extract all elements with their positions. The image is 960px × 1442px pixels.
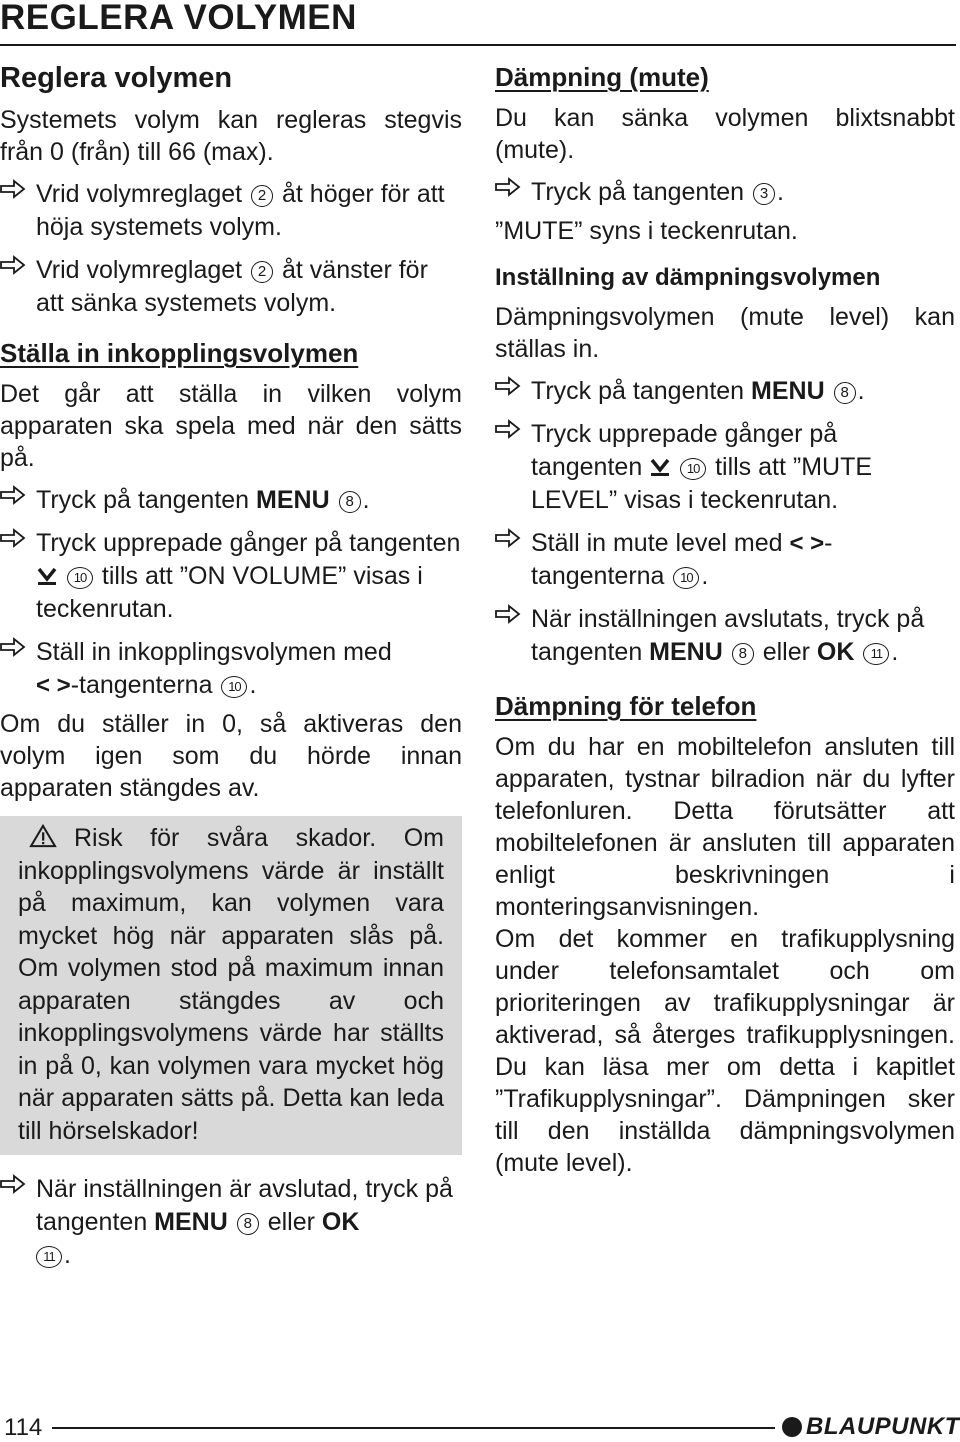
arrow-right-icon xyxy=(0,637,26,657)
control-number: 2 xyxy=(251,185,273,207)
punctuation: . xyxy=(777,178,784,206)
arrow-right-icon xyxy=(495,177,521,197)
instruction-text: Vrid volymreglaget xyxy=(36,256,243,284)
warning-text: Risk för svåra skador. Om inkopplingsvolymens värde är inställt på maximum, kan volymen vara mycket hög när apparaten slås på. Om volymen stod på maximum innan apparaten stängdes av och inkopplingsvolymens värde har ställts in på 0, kan volymen vara mycket hög när apparaten sätts på. Detta kan leda till hörselskador! xyxy=(18,824,444,1145)
punctuation: . xyxy=(891,638,899,666)
footer-rule xyxy=(52,1427,775,1429)
arrow-right-icon xyxy=(0,1174,26,1194)
down-key-icon xyxy=(36,566,58,586)
arrow-right-icon xyxy=(0,255,26,275)
instruction-press-down-repeatedly xyxy=(0,527,462,626)
arrow-right-icon xyxy=(495,604,521,624)
instruction-text: eller xyxy=(267,1208,315,1236)
warning-triangle-icon xyxy=(28,824,58,848)
control-number: 8 xyxy=(732,643,754,665)
brand-logo xyxy=(782,1413,960,1441)
control-number: 8 xyxy=(237,1213,259,1235)
instruction-turn-left xyxy=(0,254,462,320)
instruction-text: Tryck upprepade gånger på tangenten xyxy=(531,420,838,481)
intro-text: Systemets volym kan regleras stegvis från 0 (från) till 66 (max). xyxy=(0,106,462,166)
down-key-icon xyxy=(649,457,671,477)
page-header-title: REGLERA VOLYMEN xyxy=(0,0,357,37)
instruction-press-menu xyxy=(495,375,955,408)
instruction-text: När inställningen avslutats, tryck på tangenten xyxy=(531,605,925,666)
warning-paragraph xyxy=(18,822,444,1147)
menu-key-label: MENU xyxy=(256,486,330,514)
heading-phone-mute: Dämpning för telefon xyxy=(495,691,757,721)
instruction-finish-setting xyxy=(0,1173,462,1272)
instruction-text: När inställningen är avslutad, tryck på tangenten xyxy=(36,1175,453,1236)
instruction-text: åt höger för att höja systemets volym. xyxy=(36,180,445,241)
instruction-text: åt vänster för att sänka systemets volym. xyxy=(36,256,428,317)
instruction-text: eller xyxy=(762,638,810,666)
brand-dot-icon xyxy=(782,1417,802,1437)
left-right-keys-icon: < > xyxy=(36,672,71,699)
arrow-right-icon xyxy=(0,485,26,505)
instruction-finish-mute-setting xyxy=(495,603,955,669)
control-number: 10 xyxy=(67,567,93,589)
instruction-text: -tangenterna xyxy=(70,671,213,699)
arrow-right-icon xyxy=(495,376,521,396)
punctuation: . xyxy=(857,377,865,405)
arrow-right-icon xyxy=(0,179,26,199)
phone-mute-paragraph-2: Om det kommer en trafikupplysning under telefonsamtalet och om prioriteringen av trafikupplysningar är aktiverad, så återges trafikupplysningen. Du kan läsa mer om detta i kapitlet ”Trafikupplysningar”. Dämpningen sker till den inställda dämpningsvolymen (mute level). xyxy=(495,925,955,1177)
startup-description: Det går att ställa in vilken volym apparaten ska spela med när den sätts på. xyxy=(0,380,462,472)
control-number: 10 xyxy=(673,567,699,589)
arrow-right-icon xyxy=(495,419,521,439)
menu-key-label: MENU xyxy=(154,1208,228,1236)
phone-mute-paragraph-1: Om du har en mobiltelefon ansluten till apparaten, tystnar bilradion när du lyfter telefonluren. Detta förutsätter att mobiltelefonen är ansluten till apparaten enligt beskrivningen i monteringsanvisningen. xyxy=(495,733,955,921)
instruction-turn-right xyxy=(0,178,462,244)
control-number: 11 xyxy=(36,1246,62,1268)
ok-key-label: OK xyxy=(321,1208,360,1236)
punctuation: . xyxy=(362,486,370,514)
heading-reglera-volymen: Reglera volymen xyxy=(0,62,233,94)
heading-mute-level: Inställning av dämpningsvolymen xyxy=(495,264,881,291)
left-column xyxy=(0,58,462,1272)
punctuation: . xyxy=(701,562,709,590)
instruction-text: Tryck på tangenten xyxy=(531,178,745,206)
control-number: 2 xyxy=(251,261,273,283)
instruction-text: Vrid volymreglaget xyxy=(36,180,243,208)
instruction-text: Tryck på tangenten xyxy=(531,377,745,405)
instruction-set-startup-volume xyxy=(0,636,462,702)
zero-volume-note: Om du ställer in 0, så aktiveras den volym igen som du hörde innan apparaten stängdes av. xyxy=(0,710,462,802)
menu-key-label: MENU xyxy=(751,377,825,405)
punctuation: . xyxy=(64,1241,71,1269)
mute-display-note: ”MUTE” syns i teckenrutan. xyxy=(495,217,798,245)
page-number: 114 xyxy=(4,1414,43,1441)
instruction-text: Tryck på tangenten xyxy=(36,486,250,514)
instruction-text: -tangenterna xyxy=(531,529,833,590)
menu-key-label: MENU xyxy=(649,638,723,666)
control-number: 8 xyxy=(834,382,856,404)
control-number: 10 xyxy=(221,676,247,698)
instruction-press-mute xyxy=(495,176,955,209)
mute-level-description: Dämpningsvolymen (mute level) kan ställas in. xyxy=(495,303,955,363)
instruction-set-mute-level xyxy=(495,527,955,593)
mute-description: Du kan sänka volymen blixtsnabbt (mute). xyxy=(495,104,955,164)
instruction-text: Ställ in inkopplingsvolymen med xyxy=(36,638,392,666)
instruction-text: Tryck upprepade gånger på tangenten xyxy=(36,529,461,557)
arrow-right-icon xyxy=(495,528,521,548)
instruction-text: Ställ in mute level med xyxy=(531,529,783,557)
heading-mute: Dämpning (mute) xyxy=(495,62,709,92)
control-number: 10 xyxy=(680,458,706,480)
warning-box xyxy=(0,816,462,1155)
header-rule xyxy=(0,44,956,46)
punctuation: . xyxy=(249,671,257,699)
instruction-text: tills att ”MUTE LEVEL” visas i teckenrutan. xyxy=(531,453,873,514)
arrow-right-icon xyxy=(0,528,26,548)
right-column xyxy=(495,58,955,1179)
brand-name: BLAUPUNKT xyxy=(806,1413,960,1440)
control-number: 8 xyxy=(339,491,361,513)
instruction-press-menu xyxy=(0,484,462,517)
heading-startup-volume: Ställa in inkopplingsvolymen xyxy=(0,338,359,368)
instruction-press-down-repeatedly xyxy=(495,418,955,517)
control-number: 3 xyxy=(753,183,775,205)
instruction-text: tills att ”ON VOLUME” visas i teckenrutan. xyxy=(36,562,423,623)
control-number: 11 xyxy=(863,643,889,665)
left-right-keys-icon: < > xyxy=(789,530,825,557)
ok-key-label: OK xyxy=(816,638,855,666)
